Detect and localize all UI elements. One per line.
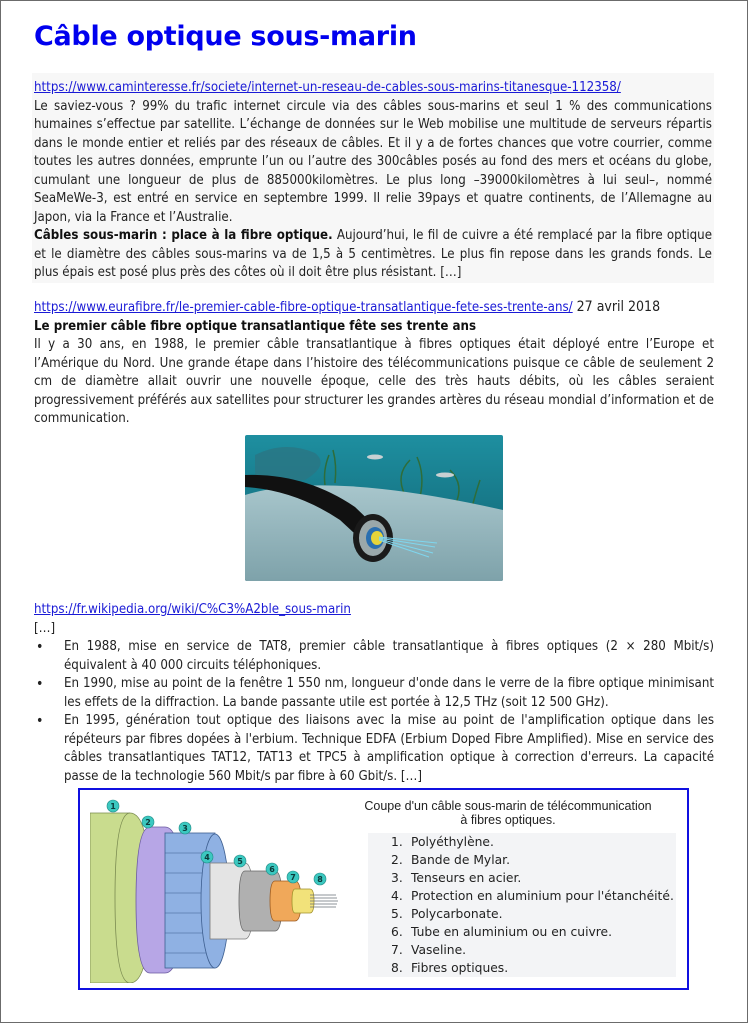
source-link-caminteresse[interactable]: https://www.caminteresse.fr/societe/internet-un-reseau-de-cables-sous-marins-titanesque-112358/ <box>34 80 621 95</box>
svg-text:2: 2 <box>145 818 151 827</box>
legend-label: Polycarbonate. <box>411 907 503 921</box>
legend-number: 5. <box>391 907 403 921</box>
legend-number: 3. <box>391 871 403 885</box>
cable-cross-section-diagram <box>90 793 350 983</box>
figure-caption-line-1: Coupe d'un câble sous-marin de télécommunication <box>364 799 652 813</box>
legend-label: Polyéthylène. <box>411 835 494 849</box>
list-item: • En 1988, mise en service de TAT8, premier câble transatlantique à fibres optiques (2 × 280 Mbit/s) équivalent à 40 000 circuits téléphoniques. <box>64 638 714 675</box>
legend-item <box>391 905 676 923</box>
article-wikipedia <box>34 601 714 786</box>
legend-number: 2. <box>391 853 403 867</box>
history-list <box>34 638 714 786</box>
figure-caption <box>348 799 668 827</box>
legend-number: 6. <box>391 925 403 939</box>
underwater-cable-illustration <box>245 435 503 581</box>
rock <box>255 447 321 480</box>
svg-text:3: 3 <box>182 824 188 833</box>
svg-text:8: 8 <box>317 875 323 884</box>
legend-number: 8. <box>391 961 403 975</box>
source-link-wikipedia[interactable]: https://fr.wikipedia.org/wiki/C%C3%A2ble_sous-marin <box>34 602 351 617</box>
svg-text:1: 1 <box>110 802 116 811</box>
legend-item <box>391 851 676 869</box>
legend-item <box>391 959 676 977</box>
legend-item <box>391 887 676 905</box>
article2-date: 27 avril 2018 <box>572 299 661 315</box>
marker-2 <box>142 816 154 828</box>
legend-label: Protection en aluminium pour l'étanchéité. <box>411 889 674 903</box>
legend-number: 7. <box>391 943 403 957</box>
article1-paragraph-2-text: Aujourd’hui, le fil de cuivre a été remplacé par la fibre optique et le diamètre des câbles sous-marins va de 1,5 à 5 centimètres. Le plus fin repose dans les grands fonds. Le plus épais est posé plus près des côtes où il doit être plus résistant. […] <box>34 228 713 280</box>
marker-8 <box>314 873 326 885</box>
legend-label: Tube en aluminium ou en cuivre. <box>411 925 613 939</box>
legend-item <box>391 941 676 959</box>
article-eurafibre <box>34 298 714 429</box>
article1-paragraph: Le saviez-vous ? 99% du trafic internet circule via des câbles sous-marins et seul 1 % des communications humaines s’effectue par satellite. L’échange de données sur le Web mobilise une multitude de serveurs répartis dans le monde entier et reliés par des réseaux de câbles. Et il y a de fortes chances que votre courrier, comme toutes les autres données, emprunte l’un ou l’autre des 300câbles posés au fond des mers et océans du globe, cumulant une longueur de plus de 885000kilomètres. Le plus long –39000kilomètres à lui seul–, nommé SeaMeWe-3, est entré en service en septembre 1999. Il relie 39pays et quatre continents, de l’Allemagne au Japon, via la France et l’Australie. <box>34 98 712 225</box>
legend-number: 1. <box>391 835 403 849</box>
svg-text:5: 5 <box>237 857 243 866</box>
legend-item <box>391 833 676 851</box>
legend-number: 4. <box>391 889 403 903</box>
figure-legend <box>368 833 676 977</box>
svg-text:7: 7 <box>290 873 296 882</box>
article2-paragraph: Il y a 30 ans, en 1988, le premier câble transatlantique à fibres optiques était déployé entre l’Europe et l’Amérique du Nord. Une grande étape dans l’histoire des télécommunications puisque ce câble de seulement 2 cm de diamètre allait ouvrir une nouvelle époque, celle des très hauts débits, où les câbles seraient progressivement préférés aux satellites pour structurer les grandes artères du réseau mondial d’information et de communication. <box>34 337 714 426</box>
article2-source-line <box>34 298 714 318</box>
article1-paragraph-2 <box>34 227 712 283</box>
article-caminteresse <box>32 73 714 283</box>
list-item: • En 1995, génération tout optique des liaisons avec la mise au point de l'amplification optique dans les répéteurs par fibres dopées à l'erbium. Technique EDFA (Erbium Doped Fibre Amplified). Mise en service des câbles transatlantiques TAT12, TAT13 et TPC5 à amplification optique à correction d'erreurs. La capacité passe de la technologie 560 Mbit/s par fibre à 60 Gbit/s. […] <box>64 712 714 786</box>
legend-label: Fibres optiques. <box>411 961 509 975</box>
marker-1 <box>107 800 119 812</box>
article3-ellipsis: […] <box>34 620 56 636</box>
svg-text:6: 6 <box>269 865 275 874</box>
legend-item <box>391 923 676 941</box>
page-title: Câble optique sous-marin <box>34 21 417 52</box>
marker-7 <box>287 871 299 883</box>
legend-label: Bande de Mylar. <box>411 853 510 867</box>
article2-heading: Le premier câble fibre optique transatlantique fête ses trente ans <box>34 318 477 334</box>
source-link-eurafibre[interactable]: https://www.eurafibre.fr/le-premier-cable-fibre-optique-transatlantique-fete-ses-trente-ans/ <box>34 300 573 315</box>
marker-3 <box>179 822 191 834</box>
figure-caption-line-2: à fibres optiques. <box>460 813 556 827</box>
legend-label: Vaseline. <box>411 943 467 957</box>
list-item: • En 1990, mise au point de la fenêtre 1 550 nm, longueur d'onde dans le verre de la fibre optique minimisant les effets de la diffraction. La bande passante utile est portée à 12,5 THz (soit 12 500 GHz). <box>64 675 714 712</box>
article1-subheading: Câbles sous-marin : place à la fibre optique. <box>34 228 333 243</box>
legend-item <box>391 869 676 887</box>
marker-5 <box>234 855 246 867</box>
underwater-cable-image <box>245 435 503 581</box>
svg-text:4: 4 <box>204 853 210 862</box>
marker-4 <box>201 851 213 863</box>
cable-cross-section-figure <box>78 788 689 990</box>
marker-6 <box>266 863 278 875</box>
legend-label: Tenseurs en acier. <box>411 871 522 885</box>
